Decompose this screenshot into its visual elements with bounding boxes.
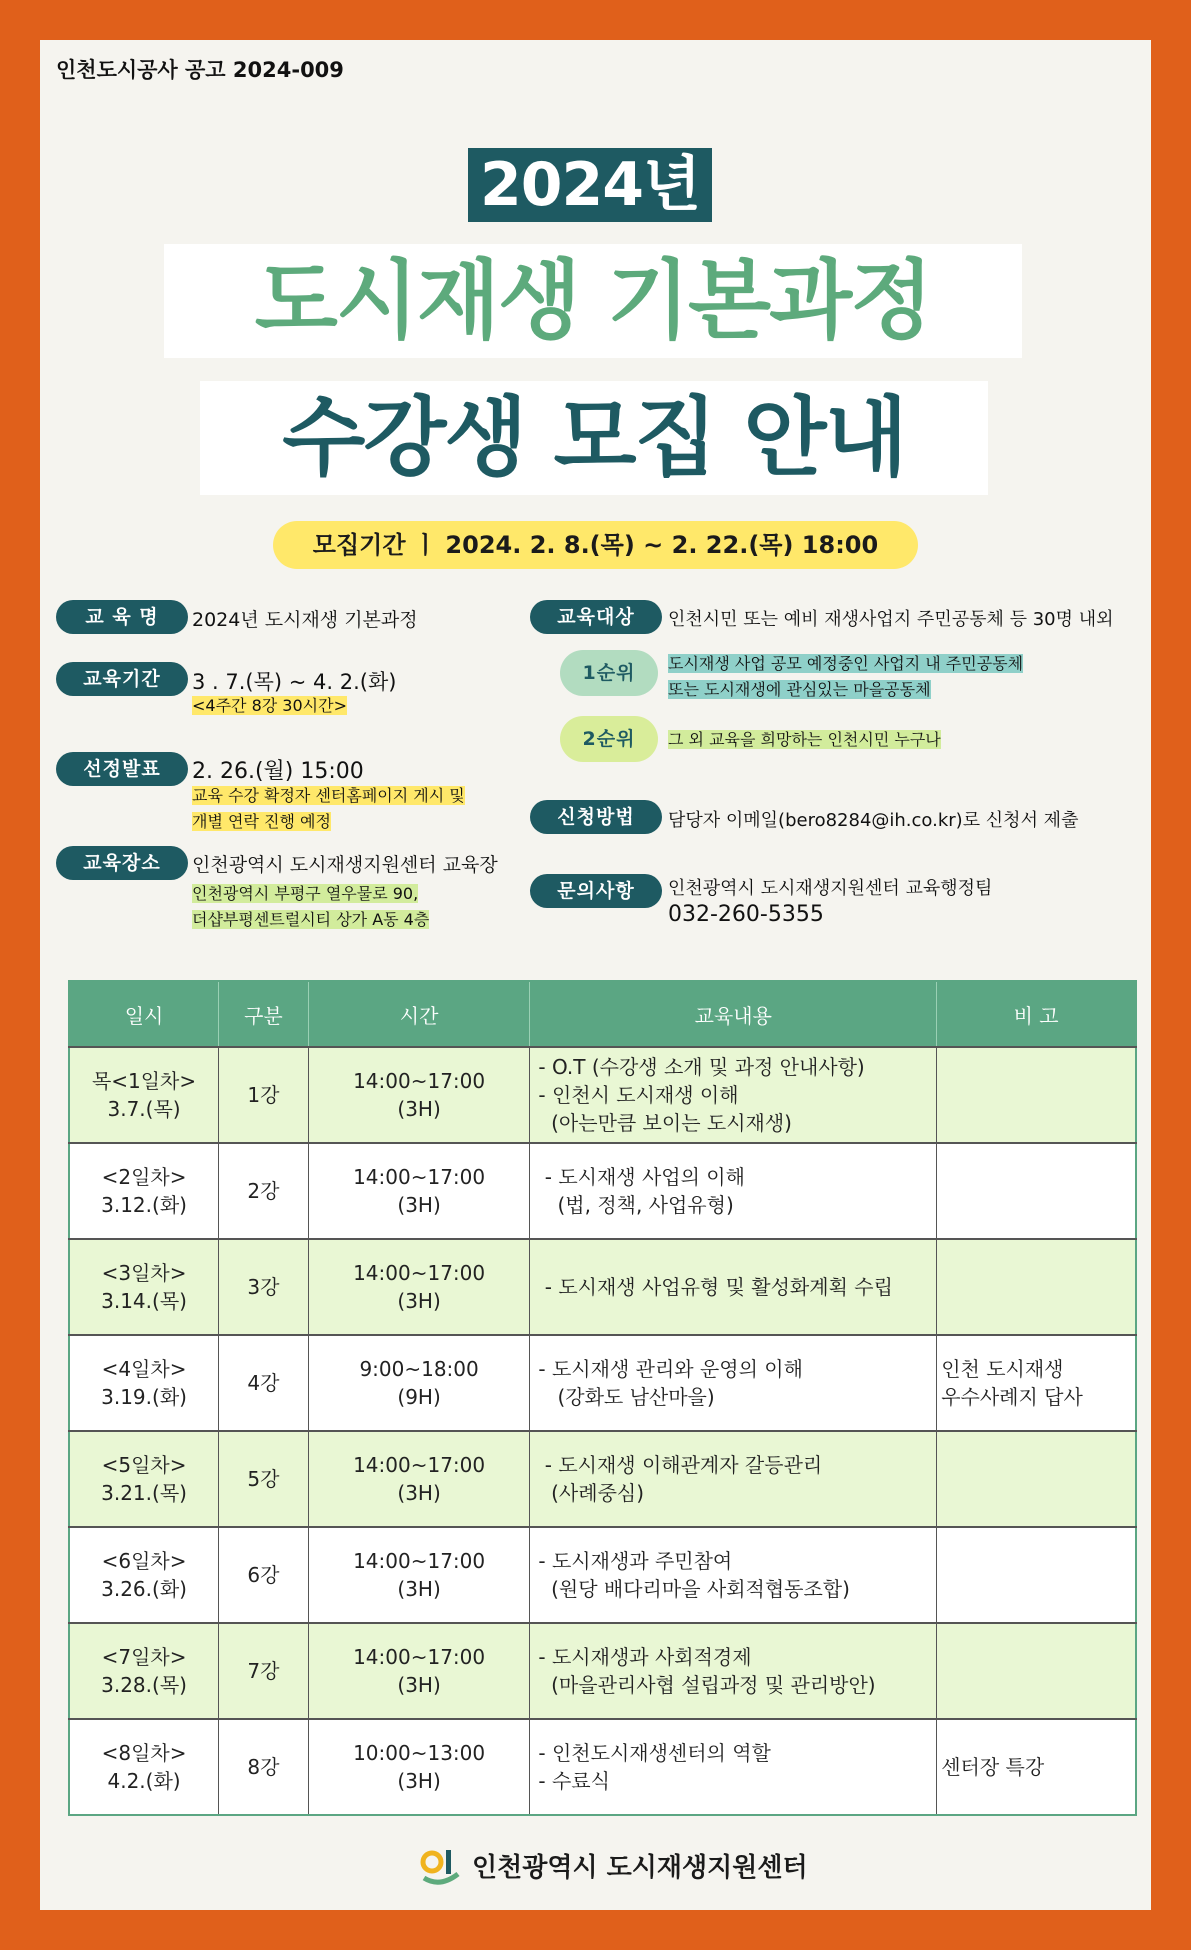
cell-time xyxy=(308,1431,530,1527)
cell-content-1: - 도시재생과 주민참여 xyxy=(538,1549,733,1573)
cell-note-1: 인천 도시재생 xyxy=(941,1357,1064,1381)
cell-content xyxy=(530,1719,937,1815)
center-logo-icon xyxy=(420,1844,462,1886)
contact-phone: 032-260-5355 xyxy=(668,902,824,927)
cell-content-1: - 도시재생 이해관계자 갈등관리 xyxy=(538,1453,823,1477)
cell-content xyxy=(530,1239,937,1335)
cell-date xyxy=(69,1431,219,1527)
cell-time xyxy=(308,1335,530,1431)
label-announce: 선정발표 xyxy=(56,752,188,786)
table-row xyxy=(69,1143,1136,1239)
cell-time xyxy=(308,1143,530,1239)
cell-time-range: 14:00~17:00 xyxy=(353,1453,486,1477)
cell-date-value: 3.26.(화) xyxy=(101,1577,187,1601)
title-year: 2024년 xyxy=(468,148,712,222)
course-term: 3 . 7.(목) ~ 4. 2.(화) xyxy=(192,670,397,694)
header-content: 교육내용 xyxy=(530,981,937,1047)
cell-time-range: 14:00~17:00 xyxy=(353,1261,486,1285)
schedule-table xyxy=(68,980,1137,1816)
place-address-2: 더샵부평센트럴시티 상가 A동 4층 xyxy=(192,910,430,929)
cell-note xyxy=(937,1047,1136,1143)
cell-content-2: (사례중심) xyxy=(538,1481,645,1505)
cell-note-1: 센터장 특강 xyxy=(941,1755,1045,1779)
table-row xyxy=(69,1527,1136,1623)
cell-time xyxy=(308,1239,530,1335)
cell-content-1: - O.T (수강생 소개 및 과정 안내사항) xyxy=(538,1055,865,1079)
cell-day: <6일차> xyxy=(101,1549,187,1573)
poster xyxy=(40,40,1151,1910)
label-target: 교육대상 xyxy=(530,600,662,634)
cell-note xyxy=(937,1719,1136,1815)
cell-content xyxy=(530,1047,937,1143)
cell-date xyxy=(69,1335,219,1431)
cell-session: 1강 xyxy=(219,1047,309,1143)
cell-date-value: 3.21.(목) xyxy=(101,1481,187,1505)
header-date: 일시 xyxy=(69,981,219,1047)
table-row xyxy=(69,1239,1136,1335)
cell-hours: (3H) xyxy=(397,1193,441,1217)
cell-time xyxy=(308,1719,530,1815)
cell-time-range: 9:00~18:00 xyxy=(359,1357,479,1381)
notice-number: 인천도시공사 공고 2024-009 xyxy=(56,58,344,82)
cell-date-value: 3.7.(목) xyxy=(107,1097,181,1121)
cell-content-3: (아는만큼 보이는 도시재생) xyxy=(538,1111,792,1135)
rank1-badge: 1순위 xyxy=(560,650,658,696)
cell-hours: (3H) xyxy=(397,1769,441,1793)
cell-session: 7강 xyxy=(219,1623,309,1719)
course-term-note: <4주간 8강 30시간> xyxy=(192,696,347,715)
cell-date xyxy=(69,1719,219,1815)
cell-content-1: - 도시재생 사업유형 및 활성화계획 수립 xyxy=(538,1275,893,1299)
cell-note-2: 우수사례지 답사 xyxy=(941,1385,1083,1409)
table-row xyxy=(69,1623,1136,1719)
cell-date-value: 3.14.(목) xyxy=(101,1289,187,1313)
cell-date xyxy=(69,1527,219,1623)
rank1-line-1: 도시재생 사업 공모 예정중인 사업지 내 주민공동체 xyxy=(668,654,1024,673)
cell-date xyxy=(69,1047,219,1143)
cell-content-2: (원당 배다리마을 사회적협동조합) xyxy=(538,1577,850,1601)
cell-day: <4일차> xyxy=(101,1357,187,1381)
cell-content xyxy=(530,1623,937,1719)
title-line1: 도시재생 기본과정 xyxy=(164,244,1022,358)
cell-date-value: 3.12.(화) xyxy=(101,1193,187,1217)
label-course-term: 교육기간 xyxy=(56,662,188,696)
cell-session: 4강 xyxy=(219,1335,309,1431)
cell-day: <2일차> xyxy=(101,1165,187,1189)
cell-hours: (3H) xyxy=(397,1577,441,1601)
cell-content-1: - 도시재생 관리와 운영의 이해 xyxy=(538,1357,803,1381)
announce-date: 2. 26.(월) 15:00 xyxy=(192,759,364,784)
cell-day: <7일차> xyxy=(101,1645,187,1669)
cell-time xyxy=(308,1623,530,1719)
cell-note xyxy=(937,1431,1136,1527)
announce-note-2: 개별 연락 진행 예정 xyxy=(192,812,331,831)
label-contact: 문의사항 xyxy=(530,874,662,908)
cell-time-range: 14:00~17:00 xyxy=(353,1069,486,1093)
cell-note xyxy=(937,1335,1136,1431)
cell-hours: (3H) xyxy=(397,1673,441,1697)
announce-note-1: 교육 수강 확정자 센터홈페이지 게시 및 xyxy=(192,786,465,805)
cell-note xyxy=(937,1239,1136,1335)
cell-hours: (3H) xyxy=(397,1481,441,1505)
label-apply: 신청방법 xyxy=(530,800,662,834)
cell-time-range: 14:00~17:00 xyxy=(353,1549,486,1573)
cell-hours: (3H) xyxy=(397,1097,441,1121)
place-name: 인천광역시 도시재생지원센터 교육장 xyxy=(192,854,498,876)
table-row xyxy=(69,1719,1136,1815)
cell-day: <5일차> xyxy=(101,1453,187,1477)
cell-session: 2강 xyxy=(219,1143,309,1239)
cell-session: 5강 xyxy=(219,1431,309,1527)
cell-date xyxy=(69,1239,219,1335)
cell-time xyxy=(308,1527,530,1623)
course-name: 2024년 도시재생 기본과정 xyxy=(192,609,418,631)
footer-org-name: 인천광역시 도시재생지원센터 xyxy=(472,1852,808,1883)
table-row xyxy=(69,1335,1136,1431)
cell-content-2: (강화도 남산마을) xyxy=(538,1385,715,1409)
cell-time-range: 14:00~17:00 xyxy=(353,1165,486,1189)
cell-note xyxy=(937,1527,1136,1623)
cell-time xyxy=(308,1047,530,1143)
cell-content xyxy=(530,1431,937,1527)
cell-content-1: - 인천도시재생센터의 역할 xyxy=(538,1741,771,1765)
cell-date-value: 3.19.(화) xyxy=(101,1385,187,1409)
header-time: 시간 xyxy=(308,981,530,1047)
cell-session: 6강 xyxy=(219,1527,309,1623)
apply-method: 담당자 이메일(bero8284@ih.co.kr)로 신청서 제출 xyxy=(668,810,1079,831)
cell-content-1: - 도시재생과 사회적경제 xyxy=(538,1645,752,1669)
cell-day: <3일차> xyxy=(101,1261,187,1285)
cell-content-2: - 인천시 도시재생 이해 xyxy=(538,1083,739,1107)
cell-session: 8강 xyxy=(219,1719,309,1815)
cell-content xyxy=(530,1335,937,1431)
cell-content xyxy=(530,1143,937,1239)
cell-time-range: 14:00~17:00 xyxy=(353,1645,486,1669)
target: 인천시민 또는 예비 재생사업지 주민공동체 등 30명 내외 xyxy=(668,609,1114,630)
table-row xyxy=(69,1431,1136,1527)
cell-day: 목<1일차> xyxy=(91,1069,197,1093)
cell-content-1: - 도시재생 사업의 이해 xyxy=(538,1165,745,1189)
rank2-text: 그 외 교육을 희망하는 인천시민 누구나 xyxy=(668,730,941,749)
cell-hours: (3H) xyxy=(397,1289,441,1313)
header-note: 비 고 xyxy=(937,981,1136,1047)
cell-hours: (9H) xyxy=(397,1385,441,1409)
recruit-period: 모집기간 ㅣ 2024. 2. 8.(목) ~ 2. 22.(목) 18:00 xyxy=(273,521,918,569)
place-address-1: 인천광역시 부평구 열우물로 90, xyxy=(192,884,419,903)
cell-content xyxy=(530,1527,937,1623)
table-row xyxy=(69,1047,1136,1143)
footer xyxy=(420,1840,808,1890)
cell-note xyxy=(937,1623,1136,1719)
cell-date-value: 3.28.(목) xyxy=(101,1673,187,1697)
cell-session: 3강 xyxy=(219,1239,309,1335)
rank2-badge: 2순위 xyxy=(560,716,658,762)
cell-date-value: 4.2.(화) xyxy=(107,1769,181,1793)
contact-org: 인천광역시 도시재생지원센터 교육행정팀 xyxy=(668,878,993,899)
cell-note xyxy=(937,1143,1136,1239)
title-line2: 수강생 모집 안내 xyxy=(200,381,988,495)
cell-time-range: 10:00~13:00 xyxy=(353,1741,486,1765)
table-header-row xyxy=(69,981,1136,1047)
cell-date xyxy=(69,1143,219,1239)
cell-content-2: (마을관리사협 설립과정 및 관리방안) xyxy=(538,1673,876,1697)
cell-content-2: - 수료식 xyxy=(538,1769,610,1793)
cell-content-2: (법, 정책, 사업유형) xyxy=(538,1193,734,1217)
label-place: 교육장소 xyxy=(56,846,188,880)
rank1-line-2: 또는 도시재생에 관심있는 마을공동체 xyxy=(668,680,931,699)
cell-day: <8일차> xyxy=(101,1741,187,1765)
label-course-name: 교 육 명 xyxy=(56,600,188,634)
header-session: 구분 xyxy=(219,981,309,1047)
cell-date xyxy=(69,1623,219,1719)
